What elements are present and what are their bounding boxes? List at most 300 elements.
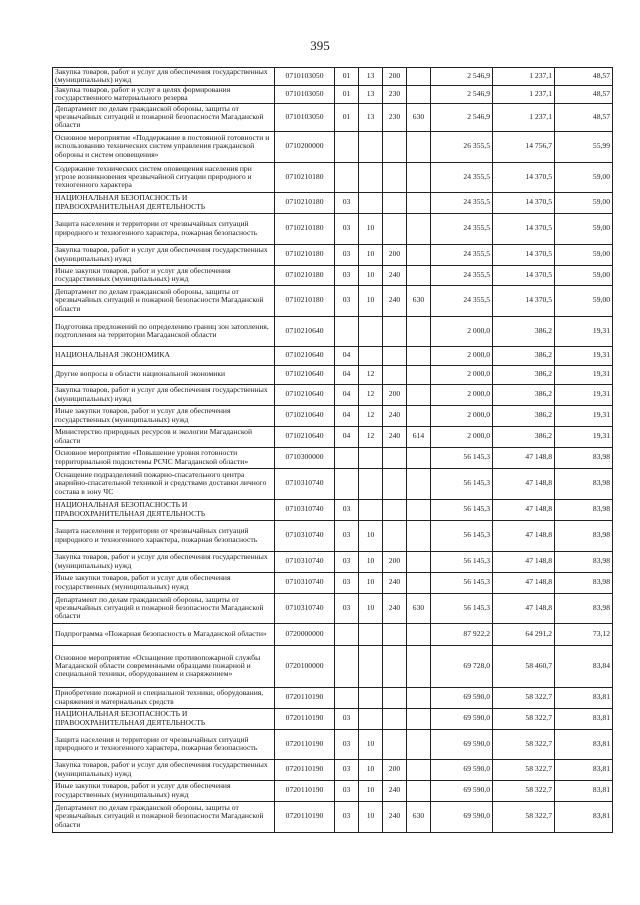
planned-amount-cell: 69 728,0 xyxy=(431,645,493,687)
target-code-cell: 0710210180 xyxy=(275,213,335,244)
department-code-cell xyxy=(407,131,431,162)
planned-amount-cell: 69 590,0 xyxy=(431,729,493,759)
subsection-cell: 13 xyxy=(359,68,383,86)
percent-cell: 48,57 xyxy=(555,85,613,103)
percent-cell: 83,98 xyxy=(555,499,613,520)
target-code-cell: 0720100000 xyxy=(275,645,335,687)
subsection-cell: 10 xyxy=(359,265,383,285)
row-name-cell: Оснащение подразделений пожарно-спасательного центра аварийно-спасательной техникой и средствами доставки личного состава в зону ЧС xyxy=(53,468,275,499)
department-code-cell xyxy=(407,572,431,593)
department-code-cell xyxy=(407,780,431,801)
actual-amount-cell: 14 370,5 xyxy=(493,192,555,213)
department-code-cell xyxy=(407,759,431,780)
row-name-cell: Подготовка предложений по определению границ зон затопления, подтопления на территории Магаданской области xyxy=(53,316,275,346)
planned-amount-cell: 2 546,9 xyxy=(431,68,493,86)
department-code-cell xyxy=(407,708,431,729)
target-code-cell: 0710300000 xyxy=(275,447,335,468)
expense-type-cell xyxy=(383,447,407,468)
table-row xyxy=(53,265,613,285)
actual-amount-cell: 386,2 xyxy=(493,405,555,426)
expense-type-cell xyxy=(383,468,407,499)
row-name-cell: НАЦИОНАЛЬНАЯ ЭКОНОМИКА xyxy=(53,346,275,365)
subsection-cell xyxy=(359,131,383,162)
target-code-cell: 0710210180 xyxy=(275,285,335,316)
target-code-cell: 0710310740 xyxy=(275,468,335,499)
target-code-cell: 0710210640 xyxy=(275,346,335,365)
section-cell: 04 xyxy=(335,384,359,405)
table-row xyxy=(53,85,613,103)
actual-amount-cell: 14 756,7 xyxy=(493,131,555,162)
planned-amount-cell: 69 590,0 xyxy=(431,780,493,801)
target-code-cell: 0720110190 xyxy=(275,759,335,780)
department-code-cell xyxy=(407,162,431,192)
planned-amount-cell: 87 922,2 xyxy=(431,623,493,645)
expense-type-cell: 240 xyxy=(383,801,407,832)
subsection-cell: 10 xyxy=(359,213,383,244)
section-cell xyxy=(335,468,359,499)
subsection-cell: 10 xyxy=(359,780,383,801)
section-cell: 03 xyxy=(335,708,359,729)
section-cell: 04 xyxy=(335,365,359,384)
target-code-cell: 0710210640 xyxy=(275,316,335,346)
percent-cell: 19,31 xyxy=(555,365,613,384)
actual-amount-cell: 386,2 xyxy=(493,346,555,365)
department-code-cell xyxy=(407,729,431,759)
target-code-cell: 0710310740 xyxy=(275,520,335,551)
department-code-cell xyxy=(407,405,431,426)
section-cell: 03 xyxy=(335,285,359,316)
section-cell: 04 xyxy=(335,346,359,365)
table-row xyxy=(53,285,613,316)
planned-amount-cell: 2 546,9 xyxy=(431,103,493,131)
expense-type-cell xyxy=(383,316,407,346)
actual-amount-cell: 47 148,8 xyxy=(493,572,555,593)
table-row xyxy=(53,365,613,384)
target-code-cell: 0720110190 xyxy=(275,708,335,729)
section-cell: 03 xyxy=(335,759,359,780)
planned-amount-cell: 69 590,0 xyxy=(431,708,493,729)
actual-amount-cell: 386,2 xyxy=(493,384,555,405)
table-row xyxy=(53,426,613,447)
table-row xyxy=(53,572,613,593)
subsection-cell xyxy=(359,316,383,346)
subsection-cell: 12 xyxy=(359,365,383,384)
department-code-cell xyxy=(407,551,431,572)
percent-cell: 83,84 xyxy=(555,645,613,687)
row-name-cell: Закупка товаров, работ и услуг для обеспечения государственных (муниципальных) нужд xyxy=(53,759,275,780)
table-row xyxy=(53,213,613,244)
actual-amount-cell: 386,2 xyxy=(493,426,555,447)
planned-amount-cell: 24 355,5 xyxy=(431,162,493,192)
row-name-cell: Закупка товаров, работ и услуг для обеспечения государственных (муниципальных) нужд xyxy=(53,68,275,86)
planned-amount-cell: 24 355,5 xyxy=(431,285,493,316)
subsection-cell: 10 xyxy=(359,285,383,316)
target-code-cell: 0710210640 xyxy=(275,365,335,384)
subsection-cell: 10 xyxy=(359,551,383,572)
actual-amount-cell: 47 148,8 xyxy=(493,499,555,520)
table-row xyxy=(53,192,613,213)
row-name-cell: Иные закупки товаров, работ и услуг для обеспечения государственных (муниципальных) нужд xyxy=(53,780,275,801)
subsection-cell: 12 xyxy=(359,384,383,405)
planned-amount-cell: 24 355,5 xyxy=(431,265,493,285)
subsection-cell xyxy=(359,687,383,708)
table-row xyxy=(53,131,613,162)
department-code-cell xyxy=(407,499,431,520)
expense-type-cell: 240 xyxy=(383,593,407,623)
percent-cell: 83,98 xyxy=(555,593,613,623)
planned-amount-cell: 2 000,0 xyxy=(431,405,493,426)
row-name-cell: Другие вопросы в области национальной экономики xyxy=(53,365,275,384)
percent-cell: 59,00 xyxy=(555,285,613,316)
planned-amount-cell: 69 590,0 xyxy=(431,801,493,832)
target-code-cell: 0720110190 xyxy=(275,801,335,832)
planned-amount-cell: 2 546,9 xyxy=(431,85,493,103)
section-cell: 04 xyxy=(335,405,359,426)
actual-amount-cell: 386,2 xyxy=(493,365,555,384)
row-name-cell: Закупка товаров, работ и услуг в целях формирования государственного материального резерва xyxy=(53,85,275,103)
expense-type-cell xyxy=(383,365,407,384)
expense-type-cell xyxy=(383,687,407,708)
subsection-cell: 10 xyxy=(359,572,383,593)
percent-cell: 19,31 xyxy=(555,405,613,426)
expense-type-cell: 200 xyxy=(383,68,407,86)
expense-type-cell xyxy=(383,131,407,162)
target-code-cell: 0710210640 xyxy=(275,426,335,447)
row-name-cell: Департамент по делам гражданской обороны, защиты от чрезвычайных ситуаций и пожарной безопасности Магаданской области xyxy=(53,285,275,316)
row-name-cell: Иные закупки товаров, работ и услуг для обеспечения государственных (муниципальных) нужд xyxy=(53,405,275,426)
percent-cell: 19,31 xyxy=(555,316,613,346)
actual-amount-cell: 47 148,8 xyxy=(493,551,555,572)
actual-amount-cell: 14 370,5 xyxy=(493,162,555,192)
expense-type-cell xyxy=(383,708,407,729)
expense-type-cell xyxy=(383,213,407,244)
row-name-cell: Министерство природных ресурсов и экологии Магаданской области xyxy=(53,426,275,447)
expense-type-cell: 200 xyxy=(383,244,407,265)
section-cell xyxy=(335,316,359,346)
department-code-cell: 630 xyxy=(407,285,431,316)
table-row xyxy=(53,68,613,86)
section-cell: 03 xyxy=(335,593,359,623)
row-name-cell: Защита населения и территории от чрезвычайных ситуаций природного и техногенного характера, пожарная безопасность xyxy=(53,213,275,244)
section-cell: 03 xyxy=(335,780,359,801)
department-code-cell xyxy=(407,316,431,346)
target-code-cell: 0710310740 xyxy=(275,551,335,572)
row-name-cell: НАЦИОНАЛЬНАЯ БЕЗОПАСНОСТЬ И ПРАВООХРАНИТЕЛЬНАЯ ДЕЯТЕЛЬНОСТЬ xyxy=(53,192,275,213)
actual-amount-cell: 47 148,8 xyxy=(493,520,555,551)
section-cell: 03 xyxy=(335,572,359,593)
row-name-cell: Основное мероприятие «Оснащение противопожарной службы Магаданской области современными образцами пожарной и специальной техники, оборудованием и снаряжением» xyxy=(53,645,275,687)
row-name-cell: Закупка товаров, работ и услуг для обеспечения государственных (муниципальных) нужд xyxy=(53,244,275,265)
department-code-cell xyxy=(407,447,431,468)
section-cell xyxy=(335,447,359,468)
expense-type-cell: 230 xyxy=(383,85,407,103)
section-cell: 03 xyxy=(335,520,359,551)
planned-amount-cell: 56 145,3 xyxy=(431,520,493,551)
department-code-cell xyxy=(407,68,431,86)
section-cell: 03 xyxy=(335,801,359,832)
percent-cell: 59,00 xyxy=(555,244,613,265)
section-cell xyxy=(335,687,359,708)
row-name-cell: Подпрограмма «Пожарная безопасность в Магаданской области» xyxy=(53,623,275,645)
target-code-cell: 0710103050 xyxy=(275,85,335,103)
department-code-cell xyxy=(407,645,431,687)
subsection-cell xyxy=(359,447,383,468)
percent-cell: 55,99 xyxy=(555,131,613,162)
section-cell: 03 xyxy=(335,265,359,285)
subsection-cell xyxy=(359,708,383,729)
expense-type-cell: 200 xyxy=(383,384,407,405)
subsection-cell xyxy=(359,468,383,499)
expense-type-cell xyxy=(383,192,407,213)
department-code-cell xyxy=(407,687,431,708)
percent-cell: 83,81 xyxy=(555,729,613,759)
row-name-cell: НАЦИОНАЛЬНАЯ БЕЗОПАСНОСТЬ И ПРАВООХРАНИТЕЛЬНАЯ ДЕЯТЕЛЬНОСТЬ xyxy=(53,708,275,729)
section-cell xyxy=(335,623,359,645)
subsection-cell: 10 xyxy=(359,801,383,832)
actual-amount-cell: 58 322,7 xyxy=(493,780,555,801)
table-row xyxy=(53,162,613,192)
subsection-cell: 13 xyxy=(359,85,383,103)
section-cell: 01 xyxy=(335,85,359,103)
section-cell: 03 xyxy=(335,551,359,572)
table-row xyxy=(53,346,613,365)
percent-cell: 83,81 xyxy=(555,801,613,832)
planned-amount-cell: 24 355,5 xyxy=(431,244,493,265)
percent-cell: 83,81 xyxy=(555,687,613,708)
target-code-cell: 0710210640 xyxy=(275,384,335,405)
planned-amount-cell: 69 590,0 xyxy=(431,687,493,708)
expense-type-cell xyxy=(383,729,407,759)
row-name-cell: Департамент по делам гражданской обороны, защиты от чрезвычайных ситуаций и пожарной безопасности Магаданской области xyxy=(53,103,275,131)
subsection-cell: 12 xyxy=(359,426,383,447)
table-row xyxy=(53,447,613,468)
department-code-cell: 614 xyxy=(407,426,431,447)
table-row xyxy=(53,780,613,801)
department-code-cell xyxy=(407,346,431,365)
section-cell: 01 xyxy=(335,68,359,86)
department-code-cell xyxy=(407,265,431,285)
actual-amount-cell: 47 148,8 xyxy=(493,447,555,468)
expense-type-cell: 240 xyxy=(383,265,407,285)
department-code-cell xyxy=(407,468,431,499)
target-code-cell: 0710210640 xyxy=(275,405,335,426)
actual-amount-cell: 1 237,1 xyxy=(493,68,555,86)
department-code-cell: 630 xyxy=(407,593,431,623)
department-code-cell xyxy=(407,384,431,405)
subsection-cell: 10 xyxy=(359,593,383,623)
subsection-cell: 13 xyxy=(359,103,383,131)
target-code-cell: 0710310740 xyxy=(275,499,335,520)
percent-cell: 73,12 xyxy=(555,623,613,645)
percent-cell: 83,98 xyxy=(555,520,613,551)
section-cell: 01 xyxy=(335,103,359,131)
target-code-cell: 0710200000 xyxy=(275,131,335,162)
planned-amount-cell: 56 145,3 xyxy=(431,551,493,572)
percent-cell: 83,98 xyxy=(555,447,613,468)
row-name-cell: Приобретение пожарной и специальной техники, оборудования, снаряжения и материальных средств xyxy=(53,687,275,708)
subsection-cell xyxy=(359,192,383,213)
subsection-cell: 10 xyxy=(359,759,383,780)
target-code-cell: 0710310740 xyxy=(275,572,335,593)
section-cell: 03 xyxy=(335,729,359,759)
planned-amount-cell: 2 000,0 xyxy=(431,426,493,447)
department-code-cell xyxy=(407,623,431,645)
table-row xyxy=(53,708,613,729)
planned-amount-cell: 56 145,3 xyxy=(431,593,493,623)
expense-type-cell: 200 xyxy=(383,551,407,572)
department-code-cell xyxy=(407,213,431,244)
percent-cell: 59,00 xyxy=(555,162,613,192)
section-cell: 03 xyxy=(335,192,359,213)
percent-cell: 59,00 xyxy=(555,192,613,213)
section-cell: 04 xyxy=(335,426,359,447)
department-code-cell: 630 xyxy=(407,801,431,832)
section-cell: 03 xyxy=(335,213,359,244)
actual-amount-cell: 47 148,8 xyxy=(493,593,555,623)
expense-type-cell: 240 xyxy=(383,285,407,316)
table-row xyxy=(53,103,613,131)
percent-cell: 19,31 xyxy=(555,384,613,405)
subsection-cell xyxy=(359,645,383,687)
department-code-cell xyxy=(407,85,431,103)
actual-amount-cell: 58 322,7 xyxy=(493,708,555,729)
subsection-cell xyxy=(359,162,383,192)
planned-amount-cell: 2 000,0 xyxy=(431,316,493,346)
planned-amount-cell: 2 000,0 xyxy=(431,384,493,405)
table-row xyxy=(53,759,613,780)
expense-type-cell xyxy=(383,623,407,645)
target-code-cell: 0710210180 xyxy=(275,244,335,265)
table-row xyxy=(53,520,613,551)
actual-amount-cell: 58 460,7 xyxy=(493,645,555,687)
subsection-cell: 10 xyxy=(359,520,383,551)
department-code-cell xyxy=(407,365,431,384)
target-code-cell: 0710310740 xyxy=(275,593,335,623)
percent-cell: 19,31 xyxy=(555,346,613,365)
expense-type-cell xyxy=(383,499,407,520)
subsection-cell: 10 xyxy=(359,244,383,265)
row-name-cell: Закупка товаров, работ и услуг для обеспечения государственных (муниципальных) нужд xyxy=(53,551,275,572)
target-code-cell: 0710210180 xyxy=(275,162,335,192)
row-name-cell: Основное мероприятие «Повышение уровня готовности территориальной подсистемы РСЧС Магаданской области» xyxy=(53,447,275,468)
row-name-cell: Иные закупки товаров, работ и услуг для обеспечения государственных (муниципальных) нужд xyxy=(53,265,275,285)
target-code-cell: 0710210180 xyxy=(275,265,335,285)
percent-cell: 83,98 xyxy=(555,468,613,499)
subsection-cell xyxy=(359,499,383,520)
actual-amount-cell: 58 322,7 xyxy=(493,759,555,780)
actual-amount-cell: 1 237,1 xyxy=(493,103,555,131)
table-row xyxy=(53,729,613,759)
table-row xyxy=(53,384,613,405)
percent-cell: 59,00 xyxy=(555,213,613,244)
actual-amount-cell: 64 291,2 xyxy=(493,623,555,645)
planned-amount-cell: 24 355,5 xyxy=(431,213,493,244)
table-row xyxy=(53,499,613,520)
planned-amount-cell: 56 145,3 xyxy=(431,572,493,593)
percent-cell: 83,81 xyxy=(555,759,613,780)
target-code-cell: 0710103050 xyxy=(275,103,335,131)
row-name-cell: Департамент по делам гражданской обороны, защиты от чрезвычайных ситуаций и пожарной безопасности Магаданской области xyxy=(53,593,275,623)
planned-amount-cell: 56 145,3 xyxy=(431,447,493,468)
table-row xyxy=(53,623,613,645)
actual-amount-cell: 386,2 xyxy=(493,316,555,346)
table-row xyxy=(53,687,613,708)
expense-type-cell xyxy=(383,346,407,365)
row-name-cell: Иные закупки товаров, работ и услуг для обеспечения государственных (муниципальных) нужд xyxy=(53,572,275,593)
expense-type-cell: 240 xyxy=(383,572,407,593)
budget-table-body xyxy=(53,68,613,833)
percent-cell: 83,81 xyxy=(555,708,613,729)
actual-amount-cell: 1 237,1 xyxy=(493,85,555,103)
actual-amount-cell: 14 370,5 xyxy=(493,285,555,316)
actual-amount-cell: 58 322,7 xyxy=(493,687,555,708)
expense-type-cell xyxy=(383,162,407,192)
row-name-cell: НАЦИОНАЛЬНАЯ БЕЗОПАСНОСТЬ И ПРАВООХРАНИТЕЛЬНАЯ ДЕЯТЕЛЬНОСТЬ xyxy=(53,499,275,520)
target-code-cell: 0720110190 xyxy=(275,687,335,708)
percent-cell: 59,00 xyxy=(555,265,613,285)
section-cell xyxy=(335,162,359,192)
expense-type-cell: 200 xyxy=(383,759,407,780)
section-cell: 03 xyxy=(335,499,359,520)
section-cell: 03 xyxy=(335,244,359,265)
planned-amount-cell: 69 590,0 xyxy=(431,759,493,780)
actual-amount-cell: 58 322,7 xyxy=(493,729,555,759)
percent-cell: 83,98 xyxy=(555,551,613,572)
target-code-cell: 0720000000 xyxy=(275,623,335,645)
expense-type-cell: 240 xyxy=(383,405,407,426)
actual-amount-cell: 14 370,5 xyxy=(493,244,555,265)
row-name-cell: Защита населения и территории от чрезвычайных ситуаций природного и техногенного характера, пожарная безопасность xyxy=(53,729,275,759)
table-row xyxy=(53,316,613,346)
percent-cell: 19,31 xyxy=(555,426,613,447)
section-cell xyxy=(335,645,359,687)
table-row xyxy=(53,593,613,623)
actual-amount-cell: 58 322,7 xyxy=(493,801,555,832)
table-row xyxy=(53,551,613,572)
subsection-cell: 12 xyxy=(359,405,383,426)
planned-amount-cell: 26 355,5 xyxy=(431,131,493,162)
actual-amount-cell: 14 370,5 xyxy=(493,265,555,285)
percent-cell: 48,57 xyxy=(555,68,613,86)
budget-table xyxy=(52,67,613,833)
department-code-cell xyxy=(407,520,431,551)
planned-amount-cell: 56 145,3 xyxy=(431,468,493,499)
target-code-cell: 0720110190 xyxy=(275,729,335,759)
expense-type-cell: 230 xyxy=(383,103,407,131)
planned-amount-cell: 2 000,0 xyxy=(431,346,493,365)
department-code-cell xyxy=(407,244,431,265)
planned-amount-cell: 56 145,3 xyxy=(431,499,493,520)
subsection-cell xyxy=(359,623,383,645)
percent-cell: 48,57 xyxy=(555,103,613,131)
table-row xyxy=(53,801,613,832)
row-name-cell: Защита населения и территории от чрезвычайных ситуаций природного и техногенного характера, пожарная безопасность xyxy=(53,520,275,551)
target-code-cell: 0720110190 xyxy=(275,780,335,801)
row-name-cell: Департамент по делам гражданской обороны, защиты от чрезвычайных ситуаций и пожарной безопасности Магаданской области xyxy=(53,801,275,832)
row-name-cell: Основное мероприятие «Поддержание в постоянной готовности и использованию технических систем управления гражданской обороны и систем оповещения» xyxy=(53,131,275,162)
target-code-cell: 0710210180 xyxy=(275,192,335,213)
page-number: 395 xyxy=(310,38,330,53)
expense-type-cell xyxy=(383,520,407,551)
actual-amount-cell: 14 370,5 xyxy=(493,213,555,244)
row-name-cell: Закупка товаров, работ и услуг для обеспечения государственных (муниципальных) нужд xyxy=(53,384,275,405)
planned-amount-cell: 2 000,0 xyxy=(431,365,493,384)
subsection-cell: 10 xyxy=(359,729,383,759)
table-row xyxy=(53,405,613,426)
target-code-cell: 0710103050 xyxy=(275,68,335,86)
actual-amount-cell: 47 148,8 xyxy=(493,468,555,499)
department-code-cell xyxy=(407,192,431,213)
